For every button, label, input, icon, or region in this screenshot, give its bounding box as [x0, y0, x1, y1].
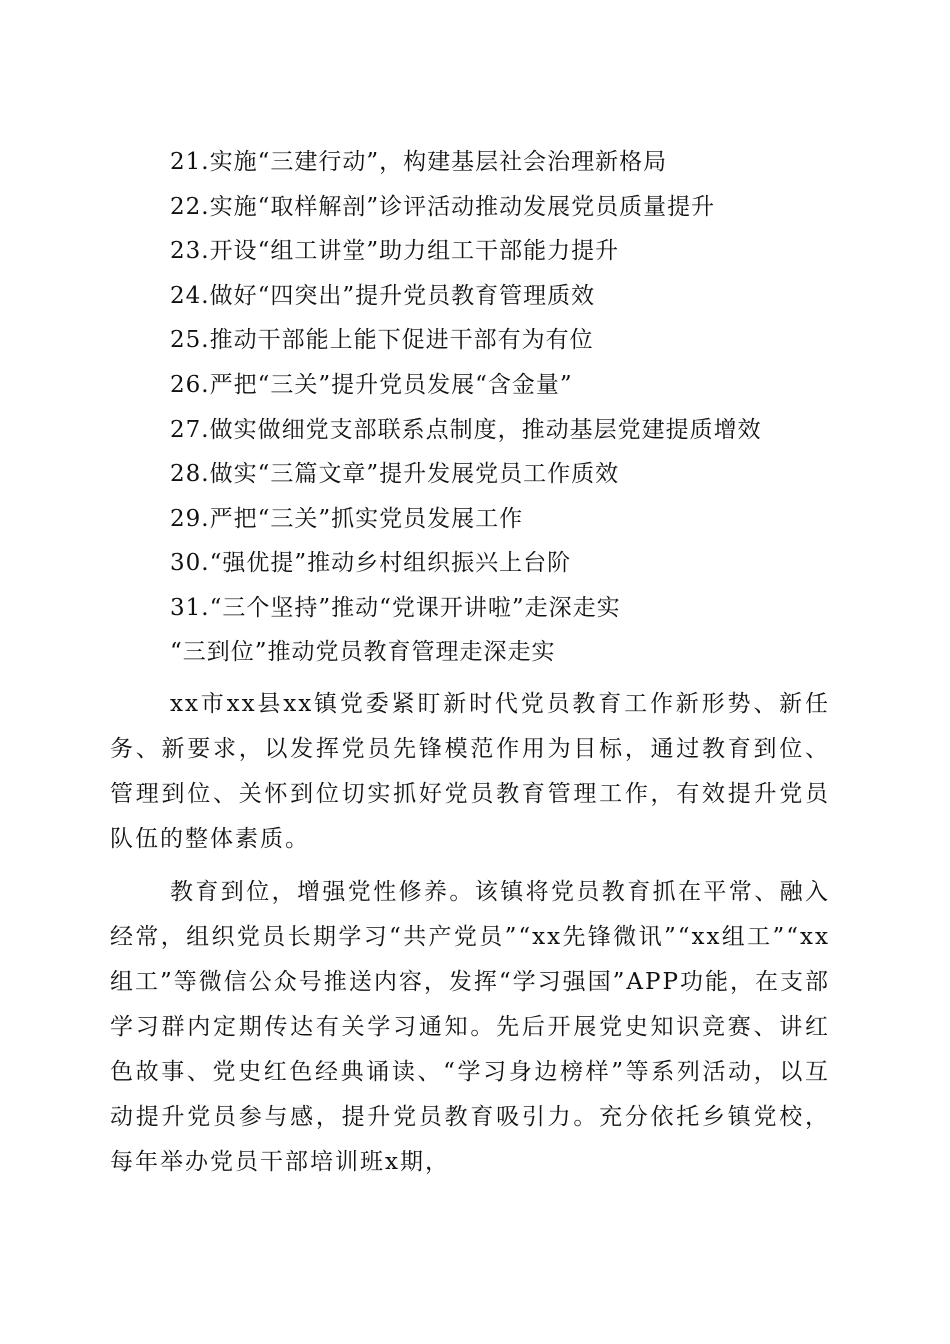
- article-intro-paragraph: xx市xx县xx镇党委紧盯新时代党员教育工作新形势、新任务、新要求，以发挥党员先锋模范作用为目标，通过教育到位、管理到位、关怀到位切实抓好党员教育管理工作，有效提升党员队伍的整体素质。: [110, 691, 830, 852]
- list-item: 27.做实做细党支部联系点制度，推动基层党建提质增效: [170, 416, 762, 443]
- list-item: 25.推动干部能上能下促进干部有为有位: [170, 327, 594, 354]
- title-list: [170, 140, 870, 631]
- list-item: 29.严把“三关”抓实党员发展工作: [170, 505, 524, 532]
- list-item: 26.严把“三关”提升党员发展“含金量”: [170, 371, 573, 398]
- list-item: 30.“强优提”推动乡村组织振兴上台阶: [170, 550, 572, 577]
- article-body-paragraph: 教育到位，增强党性修养。该镇将党员教育抓在平常、融入经常，组织党员长期学习“共产党员”“xx先锋微讯”“xx组工”“xx组工”等微信公众号推送内容，发挥“学习强国”APP功能，在支部学习群内定期传达有关学习通知。先后开展党史知识竞赛、讲红色故事、党史红色经典诵读、“学习身边榜样”等系列活动，以互动提升党员参与感，提升党员教育吸引力。充分依托乡镇党校，每年举办党员干部培训班x期，: [110, 879, 830, 1175]
- list-item: 23.开设“组工讲堂”助力组工干部能力提升: [170, 238, 620, 265]
- list-item: 21.实施“三建行动”，构建基层社会治理新格局: [170, 149, 668, 175]
- list-item: 31.“三个坚持”推动“党课开讲啦”走深走实: [170, 594, 621, 621]
- article: [110, 630, 830, 1185]
- article-title: “三到位”推动党员教育管理走深走实: [170, 639, 556, 665]
- list-item: 22.实施“取样解剖”诊评活动推动发展党员质量提升: [170, 193, 716, 220]
- list-item: 24.做好“四突出”提升党员教育管理质效: [170, 282, 596, 309]
- list-item: 28.做实“三篇文章”提升发展党员工作质效: [170, 461, 620, 488]
